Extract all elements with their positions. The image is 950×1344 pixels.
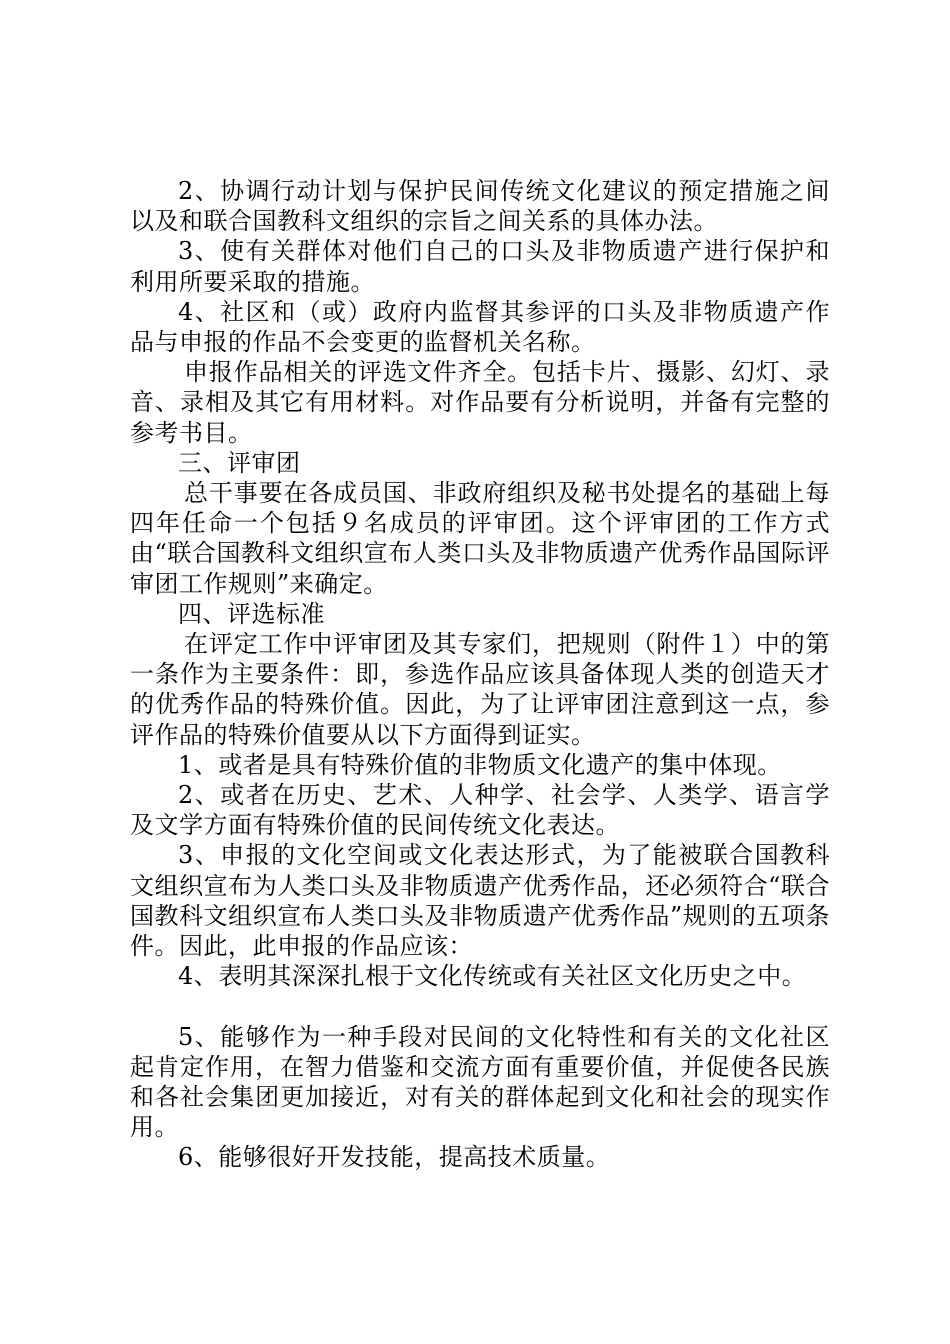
criteria-item-1: 1、或者是具有特殊价值的非物质文化遗产的集中体现。 bbox=[178, 750, 782, 779]
section-heading-jury: 三、评审团 bbox=[178, 448, 301, 477]
document-body bbox=[130, 176, 830, 1173]
criteria-item-5: 5、能够作为一种手段对民间的文化特性和有关的文化社区起肯定作用，在智力借鉴和交流方面有重要价值，并促使各民族和各社会集团更加接近，对有关的群体起到文化和社会的现实作用。 bbox=[130, 1022, 830, 1142]
paragraph-submission-materials: 申报作品相关的评选文件齐全。包括卡片、摄影、幻灯、录音、录相及其它有用材料。对作品要有分析说明，并备有完整的参考书目。 bbox=[130, 358, 830, 447]
criteria-item-6: 6、能够很好开发技能，提高技术质量。 bbox=[178, 1143, 611, 1172]
paragraph-jury: 总干事要在各成员国、非政府组织及秘书处提名的基础上每四年任命一个包括９名成员的评审团。这个评审团的工作方式由“联合国教科文组织宣布人类口头及非物质遗产优秀作品国际评审团工作规则”来确定。 bbox=[130, 479, 830, 598]
section-heading-criteria: 四、评选标准 bbox=[178, 599, 325, 628]
criteria-item-4: 4、表明其深深扎根于文化传统或有关社区文化历史之中。 bbox=[178, 962, 807, 991]
paragraph-item-4: 4、社区和（或）政府内监督其参评的口头及非物质遗产作品与申报的作品不会变更的监督机关名称。 bbox=[130, 297, 830, 357]
criteria-item-2: 2、或者在历史、艺术、人种学、社会学、人类学、语言学及文学方面有特殊价值的民间传统文化表达。 bbox=[130, 781, 830, 840]
paragraph-gap bbox=[130, 991, 830, 1021]
paragraph-criteria-intro: 在评定工作中评审团及其专家们，把规则（附件１）中的第一条作为主要条件：即，参选作品应该具备体现人类的创造天才的优秀作品的特殊价值。因此，为了让评审团注意到这一点，参评作品的特殊价值要从以下方面得到证实。 bbox=[130, 630, 830, 749]
paragraph-item-3: 3、使有关群体对他们自己的口头及非物质遗产进行保护和利用所要采取的措施。 bbox=[130, 237, 830, 296]
criteria-item-3: 3、申报的文化空间或文化表达形式，为了能被联合国教科文组织宣布为人类口头及非物质遗产优秀作品，还必须符合“联合国教科文组织宣布人类口头及非物质遗产优秀作品”规则的五项条件。因此，此申报的作品应该： bbox=[130, 841, 830, 961]
paragraph-item-2: 2、协调行动计划与保护民间传统文化建议的预定措施之间以及和联合国教科文组织的宗旨之间关系的具体办法。 bbox=[130, 177, 830, 236]
